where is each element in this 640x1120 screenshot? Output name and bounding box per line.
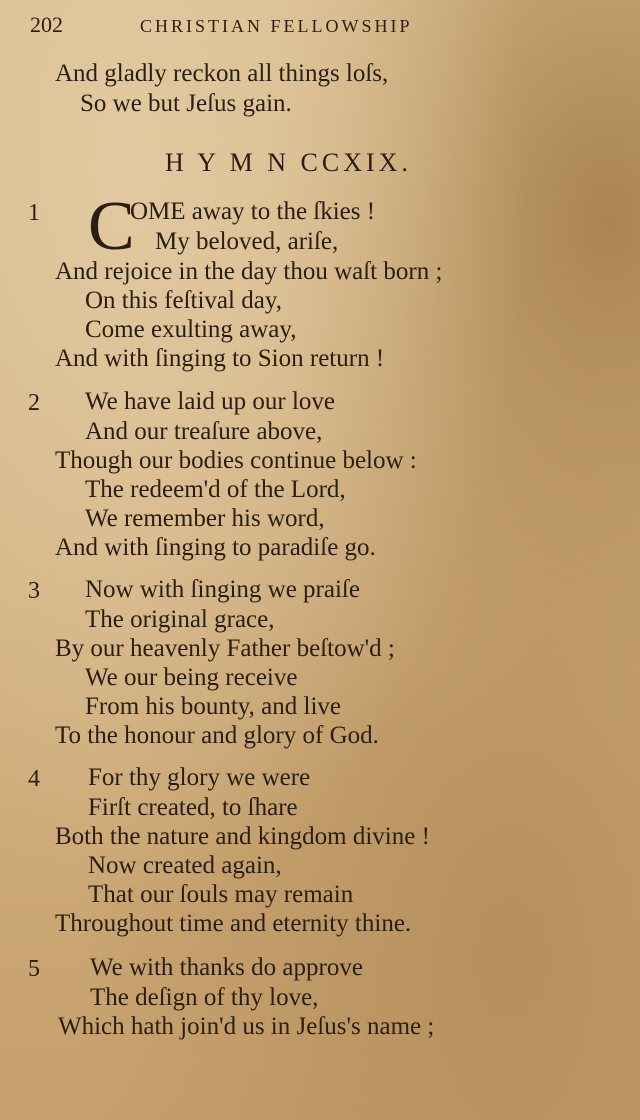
verse-line: To the honour and glory of God. [55, 722, 379, 749]
continuation-line: So we but Jeſus gain. [80, 90, 292, 117]
verse-line: And our treaſure above, [85, 418, 323, 445]
verse-line: By our heavenly Father beſtow'd ; [55, 635, 395, 662]
continuation-line: And gladly reckon all things loſs, [55, 60, 389, 87]
verse-line: My beloved, ariſe, [155, 228, 339, 255]
verse-line: That our ſouls may remain [88, 881, 354, 908]
verse-line: Both the nature and kingdom divine ! [55, 823, 430, 850]
hymn-title: H Y M N CCXIX. [165, 148, 412, 177]
verse-line: OME away to the ſkies ! [130, 198, 376, 225]
verse-line: Now created again, [88, 852, 282, 879]
verse-line: For thy glory we were [88, 764, 311, 791]
verse-line: Come exulting away, [85, 316, 297, 343]
page-header [30, 10, 620, 40]
verse-number: 5 [28, 956, 40, 982]
drop-cap: C [88, 188, 135, 265]
verse-line: On this feſtival day, [85, 287, 282, 314]
verse-line: Now with ſinging we praiſe [85, 576, 360, 603]
verse-line: And rejoice in the day thou waſt born ; [55, 258, 443, 285]
verse-line: The deſign of thy love, [90, 984, 319, 1011]
verse-number: 4 [28, 766, 40, 792]
verse-number: 1 [28, 200, 40, 226]
verse-line: And with ſinging to Sion return ! [55, 345, 385, 372]
verse-line: Throughout time and eternity thine. [55, 910, 412, 937]
page-number: 202 [30, 12, 63, 37]
verse-line: And with ſinging to paradiſe go. [55, 534, 376, 561]
verse-line: Though our bodies continue below : [55, 447, 417, 474]
verse-line: We our being receive [85, 664, 298, 691]
verse-line: We have laid up our love [85, 388, 335, 415]
verse-line: We with thanks do approve [90, 954, 363, 981]
verse-line: From his bounty, and live [85, 693, 342, 720]
verse-line: Firſt created, to ſhare [88, 794, 298, 821]
verse-line: The original grace, [85, 606, 275, 633]
running-head: CHRISTIAN FELLOWSHIP [140, 16, 413, 36]
verse-number: 2 [28, 390, 40, 416]
verse-line: Which hath join'd us in Jeſus's name ; [58, 1013, 435, 1040]
verse-line: The redeem'd of the Lord, [85, 476, 346, 503]
verse-number: 3 [28, 578, 40, 604]
verse-line: We remember his word, [85, 505, 325, 532]
